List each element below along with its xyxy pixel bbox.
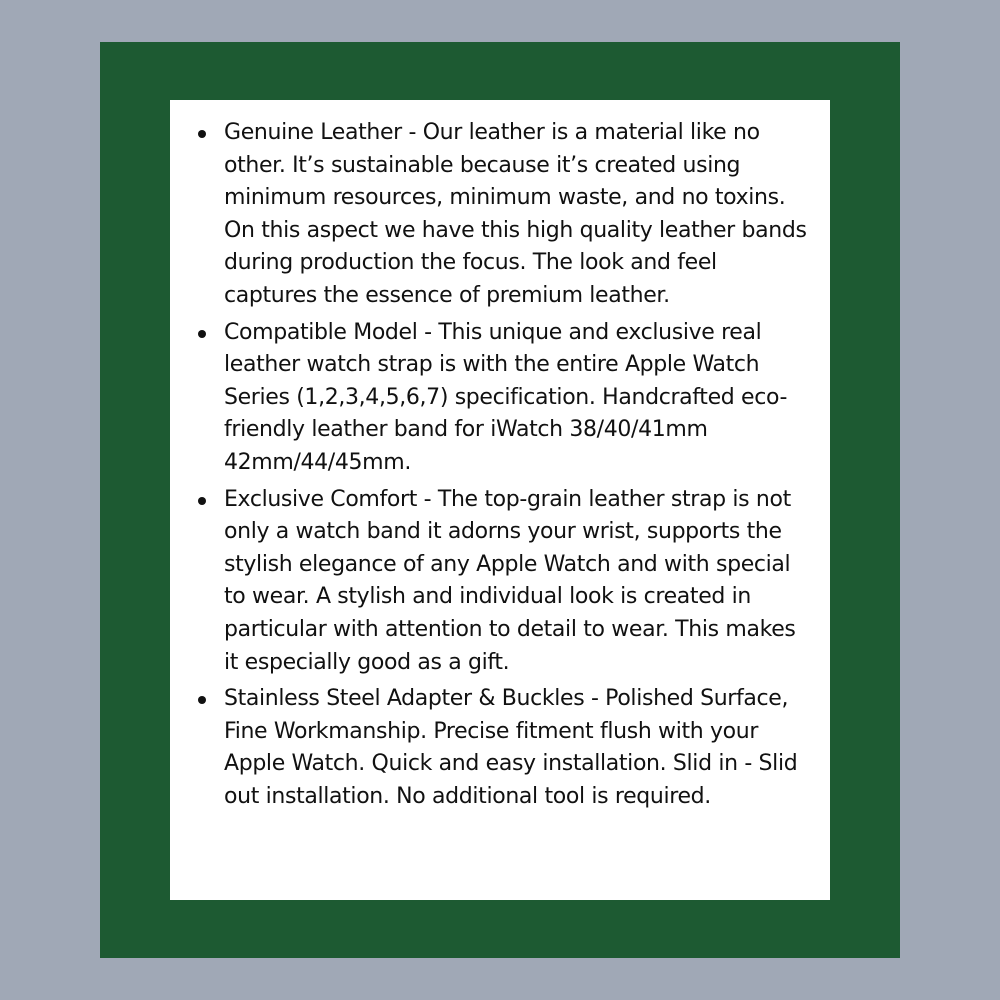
list-item-genuine-leather <box>194 117 812 313</box>
bullet-icon <box>198 696 206 704</box>
list-item-compatible-model <box>194 317 812 480</box>
feature-card <box>170 100 830 900</box>
bullet-icon <box>198 330 206 338</box>
bullet-icon <box>198 130 206 138</box>
list-item-text: Compatible Model - This unique and exclusive real leather watch strap is with the entire Apple Watch Series (1,2,3,4,5,6,7) specification. Handcrafted eco-friendly leather band for iWatch 38/40/41mm 42mm/44/45mm. <box>224 319 788 475</box>
green-frame <box>100 42 900 958</box>
list-item-text: Exclusive Comfort - The top-grain leather strap is not only a watch band it adorns your wrist, supports the stylish elegance of any Apple Watch and with special to wear. A stylish and individual look is created in particular with attention to detail to wear. This makes it especially good as a gift. <box>224 486 796 675</box>
list-item-text: Stainless Steel Adapter & Buckles - Polished Surface, Fine Workmanship. Precise fitment flush with your Apple Watch. Quick and easy installation. Slid in - Slid out installation. No additional tool is required. <box>224 686 798 809</box>
bullet-icon <box>198 497 206 505</box>
list-item-stainless-steel <box>194 683 812 813</box>
list-item-exclusive-comfort <box>194 484 812 680</box>
list-item-text: Genuine Leather - Our leather is a material like no other. It’s sustainable because it’s created using minimum resources, minimum waste, and no toxins. On this aspect we have this high quality leather bands during production the focus. The look and feel captures the essence of premium leather. <box>224 120 807 308</box>
feature-list <box>194 117 812 813</box>
